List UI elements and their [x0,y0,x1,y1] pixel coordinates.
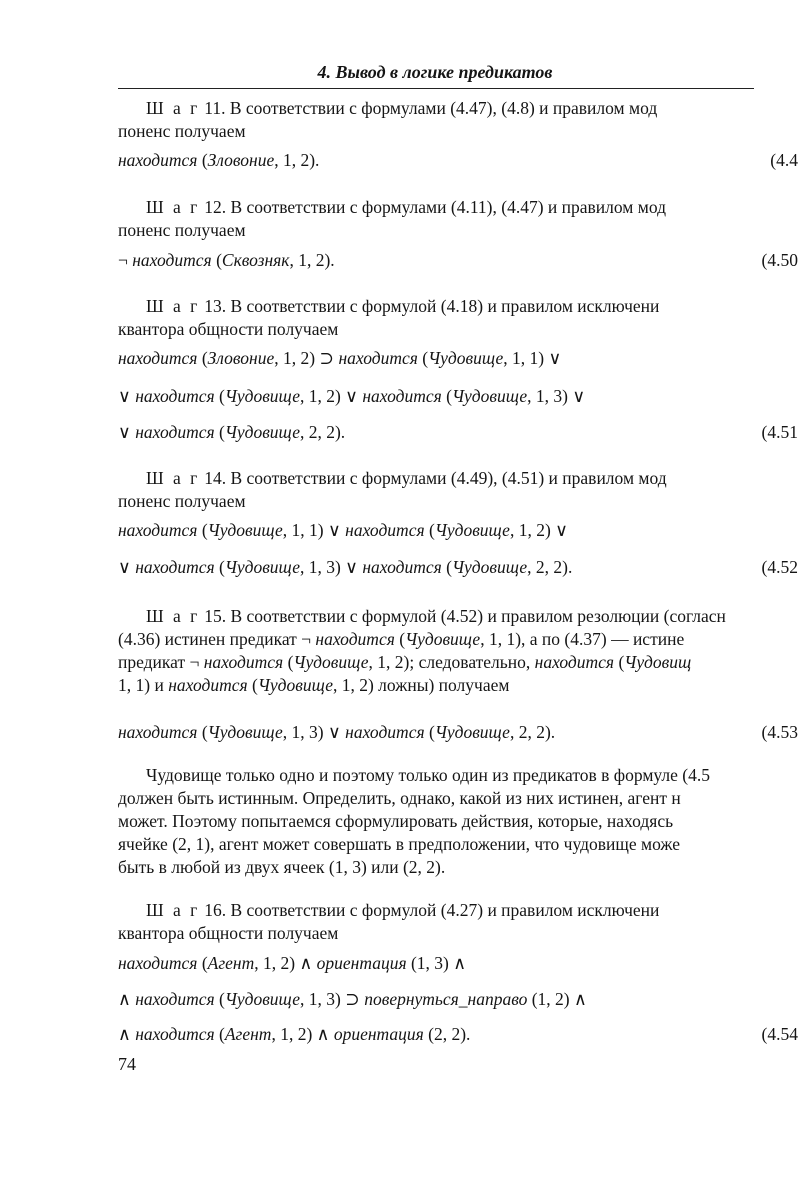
text-run: (1, 2) ∧ [527,989,587,1009]
italic-term: находится [118,150,198,170]
text-run: ( [214,557,225,577]
text-run: ( [214,422,225,442]
step-line: квантора общности получаем [118,319,339,339]
text-run: ( [394,629,406,649]
italic-term: Чудовище [452,386,528,406]
equation-number: (4.53 [761,722,798,742]
italic-term: Чудовище [224,989,300,1009]
text-run: ∧ [118,989,136,1009]
italic-term: Чудовище [224,422,300,442]
italic-term: ориентация [316,953,407,973]
step-label: Ш а г [146,606,200,626]
text-run: , 1, 2) ∨ [509,520,568,540]
italic-term: Чудовищ [624,652,692,672]
formula-line [118,148,798,172]
formula-line [118,248,798,272]
italic-term: Агент [207,953,255,973]
italic-term: находится [338,348,418,368]
italic-term: Чудовище [257,675,333,695]
italic-term: Зловоние [207,150,275,170]
step-15-text [118,605,780,697]
italic-term: Чудовище [224,557,300,577]
text-run: , 2, 2). [527,557,573,577]
text-run: (1, 3) ∧ [406,953,467,973]
text-run: ( [283,652,294,672]
step-label: Ш а г [146,98,200,118]
text-run: , 1, 2) ∧ [254,953,317,973]
equation-number: (4.50 [761,250,798,270]
italic-term: находится [315,629,395,649]
italic-term: Чудовище [293,652,369,672]
italic-term: находится [135,386,215,406]
text-run: , 1, 3) ∨ [527,386,586,406]
formula-line [118,1022,798,1046]
italic-term: Зловоние [207,348,275,368]
text-run: предикат ¬ [118,652,204,672]
step-line: квантора общности получаем [118,923,339,943]
text-run: ( [214,386,225,406]
paragraph-line: может. Поэтому попытаемся сформулировать действия, которые, находясь [118,811,674,831]
text-run: , 1, 1), а по (4.37) — истине [480,629,685,649]
italic-term: Агент [224,1024,272,1044]
text-run: ( [417,348,429,368]
paragraph-line: должен быть истинным. Определить, однако, какой из них истинен, агент н [118,788,681,808]
text-run: (4.36) истинен предикат ¬ [118,629,316,649]
italic-term: Чудовище [207,520,283,540]
italic-term: находится [362,557,442,577]
text-run: , 1, 2). [289,250,335,270]
formula-line [118,518,798,542]
text-run: ( [614,652,625,672]
step-line [118,628,780,651]
discussion-paragraph [118,764,780,879]
equation-number: (4.52 [761,557,798,577]
step-line: поненс получаем [118,491,246,511]
formula-line [118,987,798,1011]
text-run: ( [197,520,208,540]
italic-term: находится [118,520,198,540]
italic-term: находится [135,1024,215,1044]
text-run: 1, 1) и [118,675,169,695]
italic-term: Чудовище [207,722,283,742]
formula-line [118,346,798,370]
italic-term: Чудовище [428,348,504,368]
italic-term: находится [135,557,215,577]
italic-term: Чудовище [224,386,300,406]
italic-term: находится [132,250,212,270]
italic-term: повернуться_направо [364,989,528,1009]
step-line: 13. В соответствии с формулой (4.18) и правилом исключени [204,296,660,316]
step-line: 14. В соответствии с формулами (4.49), (4.51) и правилом мод [204,468,667,488]
equation-number: (4.54 [761,1024,798,1044]
step-line: поненс получаем [118,121,246,141]
italic-term: находится [345,722,425,742]
text-run: , 1, 1) ∨ [282,520,346,540]
text-run: 15. В соответствии с формулой (4.52) и правилом резолюции (согласн [204,606,726,626]
text-run: , 1, 2) ∧ [271,1024,334,1044]
text-run: , 2, 2). [509,722,556,742]
italic-term: находится [118,348,198,368]
text-run: (2, 2). [423,1024,471,1044]
text-run: ∨ [118,557,136,577]
italic-term: Чудовище [434,722,510,742]
step-14-text [118,467,780,513]
italic-term: находится [362,386,442,406]
formula-line [118,420,798,444]
text-run: , 1, 2); следовательно, [368,652,535,672]
text-run: ( [197,348,208,368]
italic-term: находится [135,422,215,442]
step-12-text [118,196,780,242]
text-run: ( [211,250,222,270]
step-line: 12. В соответствии с формулами (4.11), (4.47) и правилом мод [204,197,666,217]
step-line [204,606,726,626]
text-run: ( [197,150,208,170]
italic-term: Сквозняк [221,250,290,270]
page-number: 74 [118,1054,136,1074]
text-run: , 1, 3) ∨ [299,557,363,577]
text-run: ∨ [118,422,136,442]
step-line [118,651,780,674]
italic-term: находится [118,953,198,973]
text-run: ( [247,675,258,695]
paragraph-line: Чудовище только одно и поэтому только один из предикатов в формуле (4.5 [146,765,710,785]
header-rule [118,88,754,89]
step-label: Ш а г [146,197,200,217]
text-run: , 1, 3) ∨ [282,722,346,742]
text-run: ( [214,989,225,1009]
equation-number: (4.4 [770,150,798,170]
text-run: ( [197,722,208,742]
paragraph-line: ячейке (2, 1), агент может совершать в предположении, что чудовище може [118,834,681,854]
italic-term: находится [345,520,425,540]
text-run: , 1, 2). [274,150,320,170]
running-header: 4. Вывод в логике предикатов [317,62,553,82]
text-run: , 1, 2) ∨ [299,386,363,406]
step-line: 11. В соответствии с формулами (4.47), (4.8) и правилом мод [204,98,658,118]
text-run: ( [197,953,208,973]
italic-term: находится [135,989,215,1009]
step-label: Ш а г [146,468,200,488]
formula-line [118,720,798,744]
text-run: ( [424,722,435,742]
paragraph-line: быть в любой из двух ячеек (1, 3) или (2, 2). [118,857,446,877]
formula-line [118,384,798,408]
text-run: ∨ [118,386,136,406]
step-13-text [118,295,780,341]
italic-term: Чудовище [405,629,481,649]
italic-term: находится [534,652,615,672]
step-16-text [118,899,780,945]
italic-term: Чудовище [434,520,510,540]
text-run: , 2, 2). [299,422,346,442]
italic-term: Чудовище [452,557,528,577]
step-label: Ш а г [146,900,200,920]
text-run: , 1, 2) ⊃ [274,348,339,368]
text-run: , 1, 1) ∨ [503,348,562,368]
text-run: ∧ [118,1024,136,1044]
equation-number: (4.51 [761,422,798,442]
text-run: ( [214,1024,225,1044]
step-line: 16. В соответствии с формулой (4.27) и правилом исключени [204,900,660,920]
formula-line [118,951,798,975]
text-run: ¬ [118,250,133,270]
step-label: Ш а г [146,296,200,316]
italic-term: находится [168,675,248,695]
step-line: поненс получаем [118,220,246,240]
step-11-text [118,97,780,143]
step-line [118,674,780,697]
italic-term: ориентация [333,1024,424,1044]
formula-line [118,555,798,579]
italic-term: находится [118,722,198,742]
text-run: , 1, 2) ложны) получаем [332,675,510,695]
text-run: ( [441,386,452,406]
text-run: , 1, 3) ⊃ [299,989,365,1009]
text-run: ( [441,557,452,577]
text-run: ( [424,520,435,540]
italic-term: находится [203,652,284,672]
